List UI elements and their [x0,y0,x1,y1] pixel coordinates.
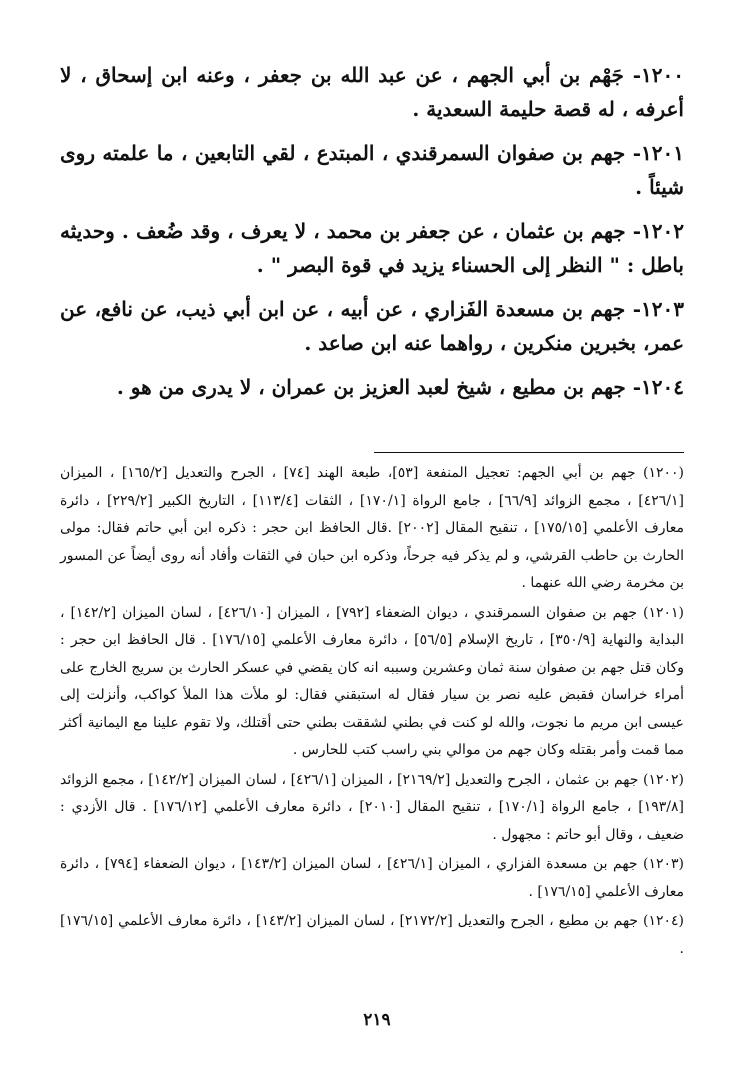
footnotes [60,460,684,965]
main-entries [60,58,684,414]
footnote-text: جهم بن مطيع ، الجرح والتعديل [٢١٧٢/٢] ، لسان الميزان [١٤٣/٢] ، دائرة معارف الأعلمي [١٧٦/١٥] . [60,913,684,957]
entry [60,58,684,126]
footnote-text: جهم بن أبي الجهم: تعجيل المنفعة [٥٣]، طبعة الهند [٧٤] ، الجرح والتعديل [١٦٥/٢] ، الميزان [٤٢٦/١] ، مجمع الزوائد [٦٦/٩] ، جامع الرواة [١٧٠/١] ، الثقات [١١٣/٤] ، التاريخ الكبير [٢٢٩/٢] ، دائرة معارف الأعلمي [١٧٥/١٥] ، تنقيح المقال [٢٠٠٢] .قال الحافظ ابن حجر : ذكره ابن أبي حاتم فقال: مولى الحارث بن حاطب القرشي، و لم يذكر فيه جرحاً، وذكره ابن حبان في الثقات وأفاد أنه روى أيضاً عن المسور بن مخرمة رضي الله عنهما . [60,465,685,591]
entry-text: جَهْم بن أبي الجهم ، عن عبد الله بن جعفر ، وعنه ابن إسحاق ، لا أعرفه ، له قصة حليمة السعدية . [60,63,684,121]
footnote-text: جهم بن عثمان ، الجرح والتعديل [٢١٦٩/٢] ، الميزان [٤٢٦/١] ، لسان الميزان [١٤٢/٢] ، مجمع الزوائد [١٩٣/٨] ، جامع الرواة [١٧٠/١] ، تنقيح المقال [٢٠١٠] ، دائرة معارف الأعلمي [١٧٦/١٢] . قال الأزدي : ضعيف ، وقال أبو حاتم : مجهول . [60,771,684,843]
entry-number: ١٢٠٣- [632,297,684,321]
entry-number: ١٢٠٤- [632,375,684,399]
entry-text: جهم بن مسعدة الفَزاري ، عن أبيه ، عن ابن أبي ذيب، عن نافع، عن عمر، بخبرين منكرين ، رواهما عنه ابن صاعد . [60,297,684,355]
footnote [60,851,684,906]
page-number: ٢١٩ [363,1010,391,1030]
entry [60,370,684,404]
footnote-number: (١٢٠٠) [643,465,685,481]
entry [60,136,684,204]
footnote [60,600,684,765]
entry-text: جهم بن صفوان السمرقندي ، المبتدع ، لقي التابعين ، ما علمته روى شيئاً . [60,141,684,199]
footnote-divider [374,452,684,453]
footnote-text: جهم بن مسعدة الفزاري ، الميزان [٤٢٦/١] ، لسان الميزان [١٤٣/٢] ، ديوان الضعفاء [٧٩٤] ، دائرة معارف الأعلمي [١٧٦/١٥] . [60,856,684,900]
entry [60,292,684,360]
footnote-number: (١٢٠١) [643,604,685,621]
footnote-number: (١٢٠٣) [642,856,684,872]
footnote-number: (١٢٠٤) [642,913,684,929]
footnote [60,908,684,963]
entry-text: جهم بن مطيع ، شيخ لعبد العزيز بن عمران ، لا يدرى من هو . [116,375,626,399]
entry-text: جهم بن عثمان ، عن جعفر بن محمد ، لا يعرف ، وقد ضُعف . وحديثه باطل : " النظر إلى الحسناء يزيد في قوة البصر " . [60,219,684,277]
entry-number: ١٢٠٢- [632,219,684,243]
footnote [60,767,684,850]
entry [60,214,684,282]
entry-number: ١٢٠٠- [632,63,685,87]
entry-number: ١٢٠١- [632,141,684,165]
footnote [60,460,684,598]
footnote-text: جهم بن صفوان السمرقندي ، ديوان الضعفاء [٧٩٢] ، الميزان [٤٢٦/١٠] ، لسان الميزان [١٤٢/٢] ، البداية والنهاية [٣٥٠/٩] ، تاريخ الإسلام [٥٦/٥] ، دائرة معارف الأعلمي [١٧٦/١٥] . قال الحافظ ابن حجر : وكان قتل جهم بن صفوان سنة ثمان وعشرين وسببه انه كان يقضي في عسكر الحارث بن سريج الخارج على أمراء خراسان فقبض عليه نصر بن سيار فقال له استبقني فقال: لو ملأت هذا الملأ كواكب، وأنزلت إلى عيسى ابن مريم ما نجوت، والله لو كنت في بطني لشققت بطني حتى أقتلك، ولا تقوم علينا مع اليمانية أكثر مما قمت وأمر بقتله وكان جهم من موالي بني راسب كتب للحارس . [60,604,684,758]
footnote-number: (١٢٠٢) [643,771,685,788]
